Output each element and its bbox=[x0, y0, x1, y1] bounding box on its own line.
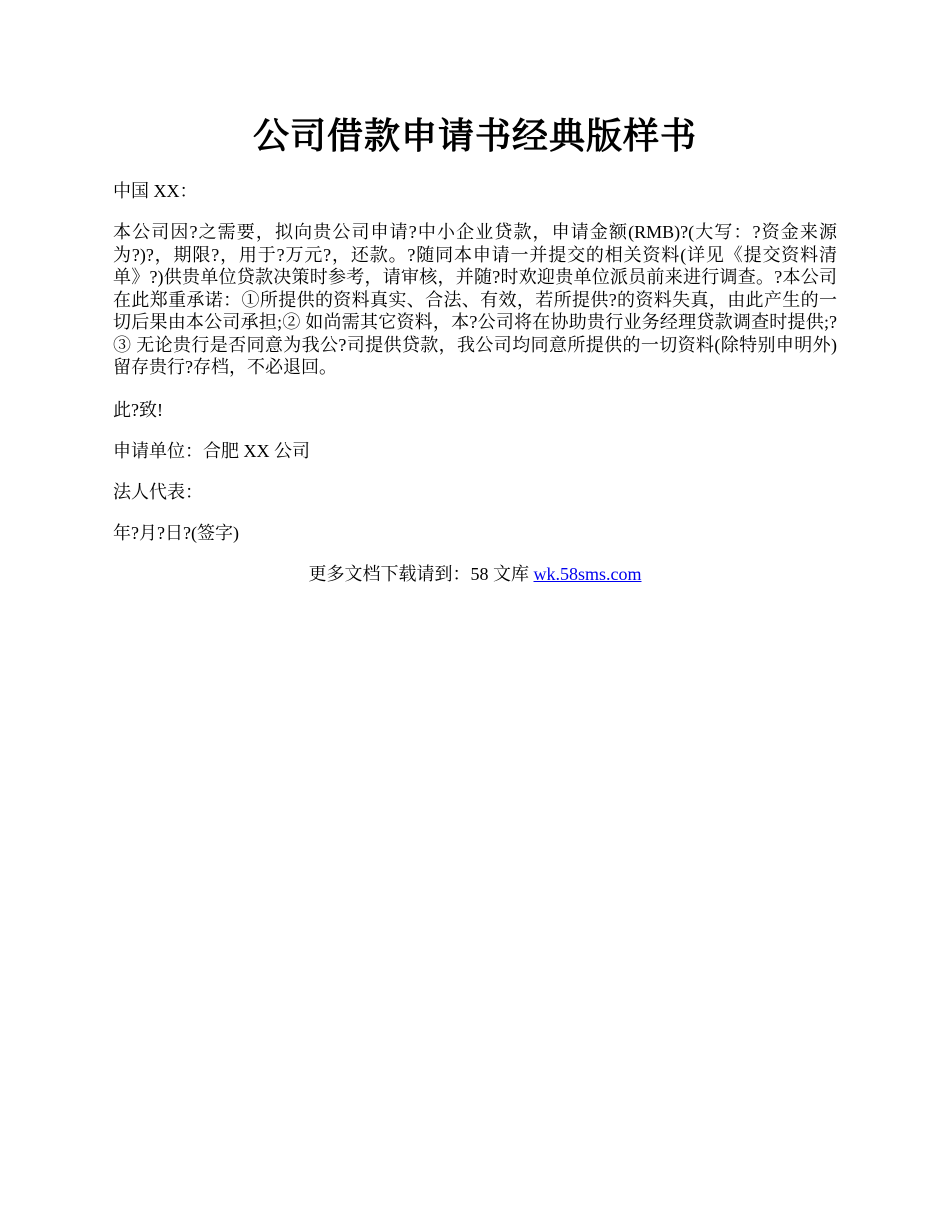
legal-representative-line: 法人代表： bbox=[113, 482, 203, 502]
salutation: 中国 XX： bbox=[113, 181, 198, 201]
body-paragraph: 本公司因?之需要，拟向贵公司申请?中小企业贷款，申请金额(RMB)?(大写：?资金来源为?)?，期限?，用于?万元?，还款。?随同本申请一并提交的相关资料(详见《提交资料清单》?)供贵单位贷款决策时参考，请审核，并随?时欢迎贵单位派员前来进行调查。?本公司在此郑重承诺：①所提供的资料真实、合法、有效，若所提供?的资料失真，由此产生的一切后果由本公司承担;② 如尚需其它资料，本?公司将在协助贵行业务经理贷款调查时提供;?③ 无论贵行是否同意为我公?司提供贷款，我公司均同意所提供的一切资料(除特别申明外)留存贵行?存档，不必退回。 bbox=[113, 222, 837, 377]
footer-text: 更多文档下载请到：58 文库 bbox=[308, 564, 534, 584]
document-title: 公司借款申请书经典版样书 bbox=[252, 116, 697, 156]
date-signature-line: 年?月?日?(签字) bbox=[113, 523, 239, 543]
closing-line: 此?致! bbox=[113, 400, 163, 420]
footer bbox=[0, 563, 950, 586]
applicant-line: 申请单位：合肥 XX 公司 bbox=[113, 441, 310, 461]
footer-link[interactable]: wk.58sms.com bbox=[533, 564, 642, 584]
